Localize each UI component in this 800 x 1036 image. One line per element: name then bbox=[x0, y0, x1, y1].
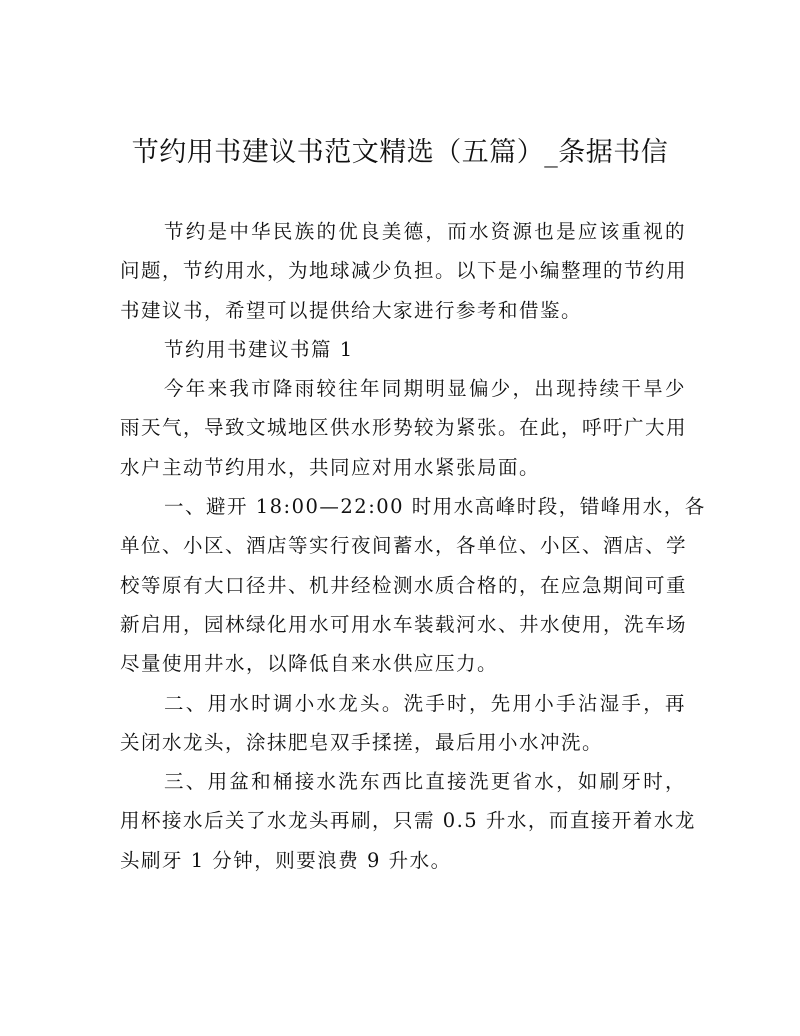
paragraph-5-line-2: 关闭水龙头，涂抹肥皂双手揉搓，最后用小水冲洗。 bbox=[120, 730, 604, 754]
paragraph-1-line-2: 问题，节约用水，为地球减少负担。以下是小编整理的节约用 bbox=[120, 259, 688, 283]
paragraph-6-line-1: 三、用盆和桶接水洗东西比直接洗更省水，如刷牙时， bbox=[164, 770, 686, 794]
section-heading: 节约用书建议书篇 1 bbox=[164, 337, 354, 361]
paragraph-3-line-3: 水户主动节约用水，共同应对用水紧张局面。 bbox=[120, 455, 541, 479]
paragraph-4-line-2: 单位、小区、酒店等实行夜间蓄水，各单位、小区、酒店、学 bbox=[120, 534, 688, 558]
paragraph-6-line-2: 用杯接水后关了水龙头再刷，只需 0.5 升水，而直接开着水龙 bbox=[120, 809, 696, 833]
paragraph-4-line-1: 一、避开 18:00—22:00 时用水高峰时段，错峰用水，各 bbox=[164, 495, 706, 519]
paragraph-6-line-3: 头刷牙 1 分钟，则要浪费 9 升水。 bbox=[120, 848, 452, 872]
document-body bbox=[120, 212, 706, 880]
paragraph-5-line-1: 二、用水时调小水龙头。洗手时，先用小手沾湿手，再 bbox=[164, 691, 686, 715]
paragraph-1-line-3: 书建议书，希望可以提供给大家进行参考和借鉴。 bbox=[120, 298, 583, 322]
document-title: 节约用书建议书范文精选（五篇）_条据书信 bbox=[131, 137, 669, 168]
paragraph-4-line-4: 新启用，园林绿化用水可用水车装载河水、井水使用，洗车场 bbox=[120, 612, 688, 636]
paragraph-3-line-1: 今年来我市降雨较往年同期明显偏少，出现持续干旱少 bbox=[164, 377, 686, 401]
paragraph-1-line-1: 节约是中华民族的优良美德，而水资源也是应该重视的 bbox=[164, 220, 686, 243]
paragraph-3-line-2: 雨天气，导致文城地区供水形势较为紧张。在此，呼吁广大用 bbox=[120, 416, 688, 440]
paragraph-4-line-5: 尽量使用井水，以降低自来水供应压力。 bbox=[120, 652, 499, 676]
paragraph-4-line-3: 校等原有大口径井、机井经检测水质合格的，在应急期间可重 bbox=[120, 573, 688, 597]
